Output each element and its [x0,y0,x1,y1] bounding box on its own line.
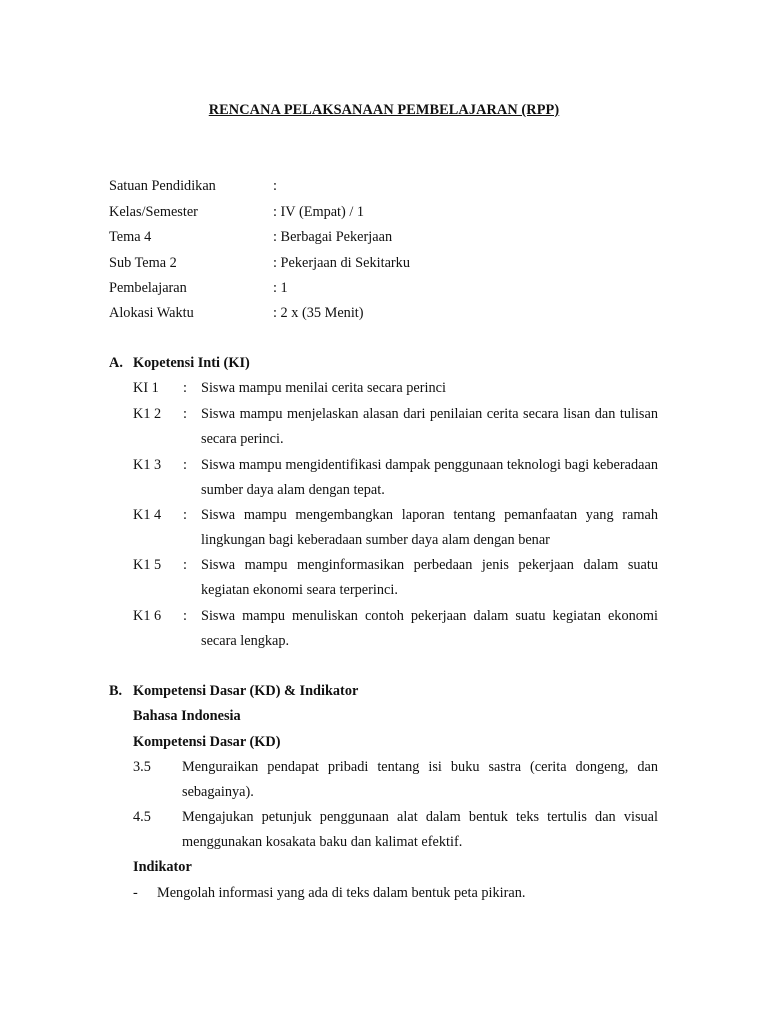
ki-colon: : [183,457,187,473]
ki-code: KI 1 [133,380,159,396]
identity-label: Tema 4 [109,229,152,245]
ki-text: Siswa mampu mengembangkan laporan tentang pemanfaatan yang ramah lingkungan bagi keberadaan sumber daya alam dengan benar [201,507,658,548]
ki-colon: : [183,380,187,396]
section-b-heading [109,681,358,701]
identity-row [109,278,669,298]
identity-label: Satuan Pendidikan [109,178,216,194]
identity-value: : 2 x (35 Menit) [273,305,364,321]
identity-value: : [273,178,277,194]
ki-code: K1 5 [133,557,162,573]
ki-text: Siswa mampu menilai cerita secara perinci [201,380,446,396]
indicator-text: Mengolah informasi yang ada di teks dalam bentuk peta pikiran. [157,885,526,901]
ki-text: Siswa mampu menuliskan contoh pekerjaan dalam suatu kegiatan ekonomi secara lengkap. [201,608,658,649]
identity-row [109,176,669,196]
ki-colon: : [183,406,187,422]
identity-label: Alokasi Waktu [109,305,194,321]
identity-value: : 1 [273,280,288,296]
section-b-letter: B. [109,683,123,699]
identity-value: : Berbagai Pekerjaan [273,229,393,245]
section-a-title: Kopetensi Inti (KI) [133,355,250,371]
kd-heading: Kompetensi Dasar (KD) [133,734,281,750]
identity-value: : Pekerjaan di Sekitarku [273,255,410,271]
subject-heading: Bahasa Indonesia [133,708,241,724]
section-a-heading [109,353,250,373]
kd-text: Mengajukan petunjuk penggunaan alat dalam bentuk teks tertulis dan visual menggunakan kosakata baku dan kalimat efektif. [182,809,658,850]
ki-colon: : [183,608,187,624]
kd-number: 3.5 [133,759,151,775]
identity-value: : IV (Empat) / 1 [273,204,365,220]
ki-code: K1 2 [133,406,162,422]
ki-text: Siswa mampu menginformasikan perbedaan jenis pekerjaan dalam suatu kegiatan ekonomi seara terperinci. [201,557,658,598]
kd-text: Menguraikan pendapat pribadi tentang isi buku sastra (cerita dongeng, dan sebagainya). [182,759,658,800]
ki-code: K1 6 [133,608,162,624]
ki-text: Siswa mampu mengidentifikasi dampak penggunaan teknologi bagi keberadaan sumber daya alam dengan tepat. [201,457,658,498]
ki-code: K1 3 [133,457,162,473]
identity-label: Sub Tema 2 [109,255,177,271]
section-a-letter: A. [109,355,123,371]
identity-row [109,202,669,222]
identity-label: Pembelajaran [109,280,187,296]
ki-text: Siswa mampu menjelaskan alasan dari penilaian cerita secara lisan dan tulisan secara perinci. [201,406,658,447]
ki-colon: : [183,557,187,573]
ki-code: K1 4 [133,507,162,523]
identity-row [109,253,669,273]
section-b-title: Kompetensi Dasar (KD) & Indikator [133,683,359,699]
indicator-heading: Indikator [133,859,192,875]
identity-label: Kelas/Semester [109,204,198,220]
document-title: RENCANA PELAKSANAAN PEMBELAJARAN (RPP) [208,102,560,118]
indicator-dash: - [133,885,138,901]
identity-row [109,227,669,247]
kd-number: 4.5 [133,809,151,825]
identity-row [109,303,669,323]
ki-colon: : [183,507,187,523]
